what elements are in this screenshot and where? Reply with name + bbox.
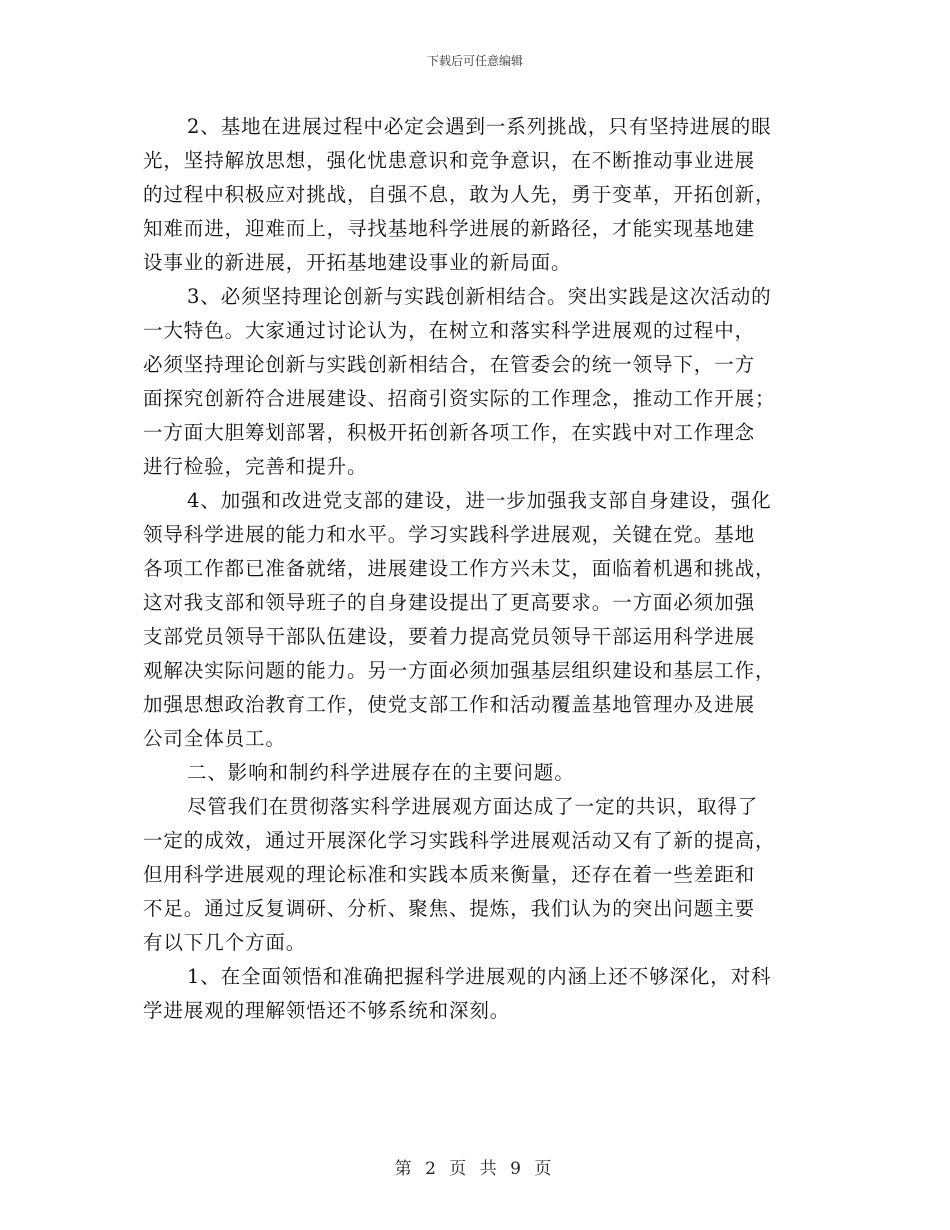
paragraph-first-line: 2、基地在进展过程中必定会遇到一系列挑战，只有坚持进展的眼 <box>187 115 772 138</box>
paragraph-line: 但用科学进展观的理论标准和实践本质来衡量，还存在着一些差距和 <box>143 863 756 886</box>
paragraph-line: 这对我支部和领导班子的自身建设提出了更高要求。一方面必须加强 <box>143 591 756 614</box>
paragraph-first-line: 1、在全面领悟和准确把握科学进展观的内涵上还不够深化，对科 <box>187 965 772 988</box>
paragraph-line: 各项工作都已准备就绪，进展建设工作方兴未艾，面临着机遇和挑战， <box>143 557 776 580</box>
paragraph-line: 观解决实际问题的能力。另一方面必须加强基层组织建设和基层工作， <box>143 659 776 682</box>
page-header: 下载后可任意编辑 <box>426 54 523 68</box>
paragraph-line: 有以下几个方面。 <box>143 931 307 954</box>
paragraph-line: 面探究创新符合进展建设、招商引资实际的工作理念，推动工作开展； <box>143 387 776 410</box>
paragraph-line: 不足。通过反复调研、分析、聚焦、提炼，我们认为的突出问题主要 <box>143 897 756 920</box>
paragraph-line: 必须坚持理论创新与实践创新相结合，在管委会的统一领导下，一方 <box>143 353 756 376</box>
paragraph-line: 学进展观的理解领悟还不够系统和深刻。 <box>143 999 511 1022</box>
paragraph-line: 进行检验，完善和提升。 <box>143 455 368 478</box>
paragraph-line: 公司全体员工。 <box>143 727 286 750</box>
paragraph-first-line: 3、必须坚持理论创新与实践创新相结合。突出实践是这次活动的 <box>187 285 772 308</box>
document-body <box>143 110 809 1028</box>
paragraph-first-line: 二、影响和制约科学进展存在的主要问题。 <box>187 761 575 784</box>
paragraph-line: 的过程中积极应对挑战，自强不息，敢为人先，勇于变革，开拓创新， <box>143 183 776 206</box>
paragraph-first-line: 4、加强和改进党支部的建设，进一步加强我支部自身建设，强化 <box>187 489 772 512</box>
paragraph-first-line: 尽管我们在贯彻落实科学进展观方面达成了一定的共识，取得了 <box>187 795 759 818</box>
paragraph-line: 光，坚持解放思想，强化忧患意识和竞争意识，在不断推动事业进展 <box>143 149 756 172</box>
paragraph-line: 支部党员领导干部队伍建设，要着力提高党员领导干部运用科学进展 <box>143 625 756 648</box>
paragraph-line: 一方面大胆筹划部署，积极开拓创新各项工作，在实践中对工作理念 <box>143 421 756 444</box>
paragraph-line: 一大特色。大家通过讨论认为，在树立和落实科学进展观的过程中， <box>143 319 756 342</box>
paragraph-line: 设事业的新进展，开拓基地建设事业的新局面。 <box>143 251 572 274</box>
paragraph-line: 知难而进，迎难而上，寻找基地科学进展的新路径，才能实现基地建 <box>143 217 756 240</box>
page-number-footer: 第 2 页 共 9 页 <box>394 1159 556 1179</box>
paragraph-line: 一定的成效，通过开展深化学习实践科学进展观活动又有了新的提高， <box>143 829 776 852</box>
paragraph-line: 加强思想政治教育工作，使党支部工作和活动覆盖基地管理办及进展 <box>143 693 756 716</box>
paragraph-line: 领导科学进展的能力和水平。学习实践科学进展观，关键在党。基地 <box>143 523 756 546</box>
